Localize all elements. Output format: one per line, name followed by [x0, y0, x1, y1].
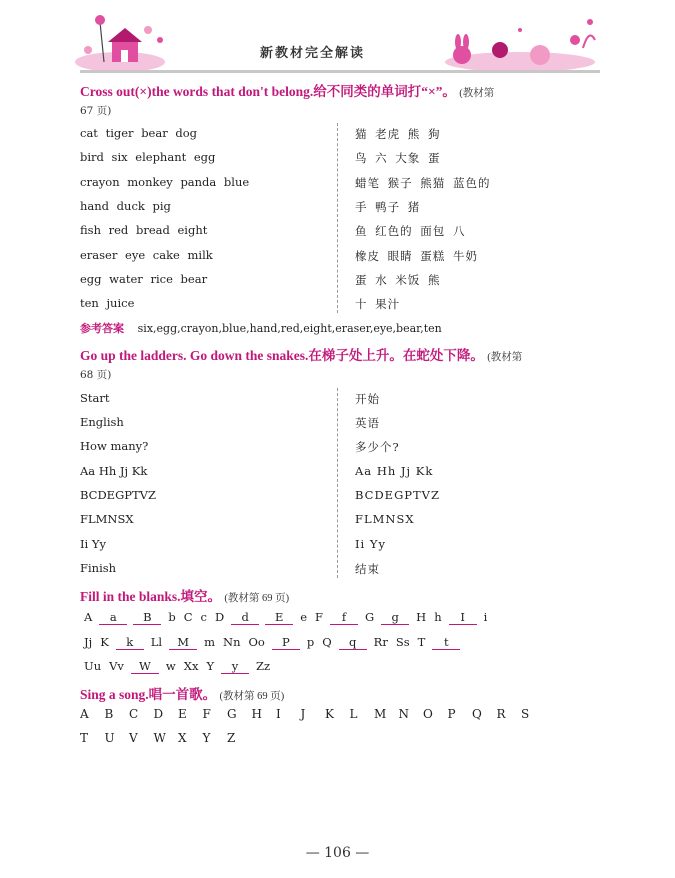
letter-given: Ll [150, 635, 163, 649]
section2-note-page: 68 页) [80, 369, 112, 381]
section1-note-page: 67 页) [80, 105, 112, 117]
house-icon [75, 15, 165, 72]
s2-row-cn-4: Aa Hh Jj Kk [355, 464, 434, 478]
s1-row-cn-6: 橡皮 眼睛 蛋糕 牛奶 [355, 249, 478, 263]
letter-given: Y [206, 659, 215, 673]
blank-answer: M [169, 635, 197, 650]
s1-row-en-3: crayon monkey panda blue [80, 175, 250, 189]
letter-given: A [84, 610, 93, 624]
alphabet-line-1 [80, 707, 546, 721]
letter-given: G [364, 610, 375, 624]
blank-answer: t [432, 635, 460, 650]
alphabet-letter: Q [472, 707, 482, 721]
blank-answer: k [116, 635, 144, 650]
alphabet-line-2 [80, 731, 252, 745]
letter-given: Oo [248, 635, 265, 649]
blank-answer: P [272, 635, 300, 650]
s2-row-cn-8: 结束 [355, 562, 380, 576]
alphabet-letter: D [153, 707, 164, 721]
answer-line [80, 320, 442, 336]
alphabet-letter: W [153, 731, 166, 745]
page-header [0, 0, 675, 75]
s1-row-en-7: egg water rice bear [80, 272, 208, 286]
section2-heading [80, 344, 522, 364]
section4-note: (教材第 69 页) [219, 691, 285, 702]
blank-answer: f [330, 610, 358, 625]
alphabet-letter: V [129, 731, 138, 745]
letter-given: T [417, 635, 426, 649]
section4-heading-text: Sing a song.唱一首歌。 [80, 687, 217, 702]
letter-given: K [100, 635, 109, 649]
letter-given: e [300, 610, 307, 624]
section4-heading [80, 683, 284, 703]
letter-given: Rr [373, 635, 388, 649]
letter-given: Jj [84, 635, 93, 649]
s2-row-cn-3: 多少个? [355, 440, 400, 454]
s2-row-cn-5: BCDEGPTVZ [355, 488, 440, 502]
letter-given: H [416, 610, 427, 624]
s2-row-en-7: Ii Yy [80, 537, 106, 551]
letter-given: D [214, 610, 225, 624]
section1-divider [337, 123, 338, 313]
blank-answer: a [99, 610, 127, 625]
s1-row-cn-7: 蛋 水 米饭 熊 [355, 273, 441, 287]
s2-row-en-3: How many? [80, 439, 149, 453]
alphabet-letter: F [202, 707, 211, 721]
s1-row-en-8: ten juice [80, 296, 135, 310]
section3-heading-text: Fill in the blanks.填空。 [80, 589, 222, 604]
alphabet-letter: R [496, 707, 506, 721]
letter-given: Vv [109, 659, 124, 673]
s2-row-en-2: English [80, 415, 124, 429]
header-decoration [0, 0, 675, 75]
alphabet-letter: S [521, 707, 530, 721]
alphabet-letter: A [80, 707, 89, 721]
letter-given: Uu [84, 659, 102, 673]
s1-row-cn-4: 手 鸭子 猪 [355, 200, 421, 214]
alphabet-letter: T [80, 731, 89, 745]
alphabet-letter: I [276, 707, 281, 721]
header-title: 新教材完全解读 [260, 46, 366, 61]
letter-given: m [204, 635, 216, 649]
alphabet-letter: J [300, 707, 306, 721]
alphabet-letter: Z [227, 731, 236, 745]
alphabet-letter: X [178, 731, 187, 745]
fill-line-1 [80, 610, 491, 625]
answer-text: six,egg,crayon,blue,hand,red,eight,eraser,eye,bear,ten [137, 322, 442, 335]
letter-given: Xx [183, 659, 199, 673]
section1-heading-text: Cross out(×)the words that don't belong.给不同类的单词打“×”。 [80, 84, 456, 99]
s1-row-cn-1: 猫 老虎 熊 狗 [355, 127, 441, 141]
s2-row-en-8: Finish [80, 561, 117, 575]
alphabet-letter: K [325, 707, 334, 721]
alphabet-letter: C [129, 707, 139, 721]
fill-line-3 [80, 659, 274, 674]
section1-heading [80, 80, 494, 100]
blank-answer: E [265, 610, 293, 625]
alphabet-letter: G [227, 707, 237, 721]
letter-given: w [165, 659, 176, 673]
s1-row-en-1: cat tiger bear dog [80, 126, 198, 140]
s1-row-cn-3: 蜡笔 猴子 熊猫 蓝色的 [355, 176, 491, 190]
blank-answer: I [449, 610, 477, 625]
s1-row-cn-8: 十 果汁 [355, 297, 401, 311]
letter-given: F [315, 610, 323, 624]
letter-given: C [183, 610, 193, 624]
s2-row-cn-1: 开始 [355, 392, 380, 406]
page-number: — 106 — [305, 845, 370, 861]
section3-note: (教材第 69 页) [224, 593, 290, 604]
s2-row-cn-7: Ii Yy [355, 537, 386, 551]
letter-given: i [483, 610, 488, 624]
s1-row-en-5: fish red bread eight [80, 223, 208, 237]
letter-given: Zz [256, 659, 271, 673]
section1-note: (教材第 [459, 88, 495, 99]
letter-given: h [434, 610, 442, 624]
section2-heading-text: Go up the ladders. Go down the snakes.在梯子处上升。在蛇处下降。 [80, 348, 484, 363]
alphabet-letter: M [374, 707, 387, 721]
letter-given: Nn [223, 635, 241, 649]
blank-answer: B [133, 610, 161, 625]
alphabet-letter: O [423, 707, 433, 721]
blank-answer: W [131, 659, 159, 674]
header-rule [80, 70, 600, 73]
alphabet-letter: H [251, 707, 262, 721]
s1-row-cn-5: 鱼 红色的 面包 八 [355, 224, 466, 238]
alphabet-letter: Y [202, 731, 211, 745]
section3-heading [80, 585, 289, 605]
blank-answer: y [221, 659, 249, 674]
letter-given: Q [322, 635, 332, 649]
s1-row-en-4: hand duck pig [80, 199, 171, 213]
alphabet-letter: E [178, 707, 187, 721]
s1-row-en-2: bird six elephant egg [80, 150, 216, 164]
blank-answer: g [381, 610, 409, 625]
letter-given: c [200, 610, 207, 624]
fill-line-2 [80, 635, 463, 650]
answer-label: 参考答案 [80, 322, 124, 335]
s1-row-cn-2: 鸟 六 大象 蛋 [355, 151, 441, 165]
s2-row-cn-2: 英语 [355, 416, 380, 430]
s1-row-en-6: eraser eye cake milk [80, 248, 213, 262]
s2-row-en-5: BCDEGPTVZ [80, 488, 156, 502]
letter-given: b [168, 610, 176, 624]
alphabet-letter: N [398, 707, 409, 721]
s2-row-en-6: FLMNSX [80, 512, 134, 526]
s2-row-en-4: Aa Hh Jj Kk [80, 464, 148, 478]
section2-note: (教材第 [487, 352, 523, 363]
letter-given: Ss [395, 635, 410, 649]
section2-divider [337, 388, 338, 578]
alphabet-letter: B [104, 707, 114, 721]
blank-answer: d [231, 610, 259, 625]
s2-row-cn-6: FLMNSX [355, 512, 415, 526]
rabbit-icon [445, 19, 595, 72]
letter-given: p [306, 635, 315, 649]
blank-answer: q [339, 635, 367, 650]
alphabet-letter: L [349, 707, 358, 721]
alphabet-letter: U [104, 731, 115, 745]
s2-row-en-1: Start [80, 391, 110, 405]
alphabet-letter: P [447, 707, 456, 721]
